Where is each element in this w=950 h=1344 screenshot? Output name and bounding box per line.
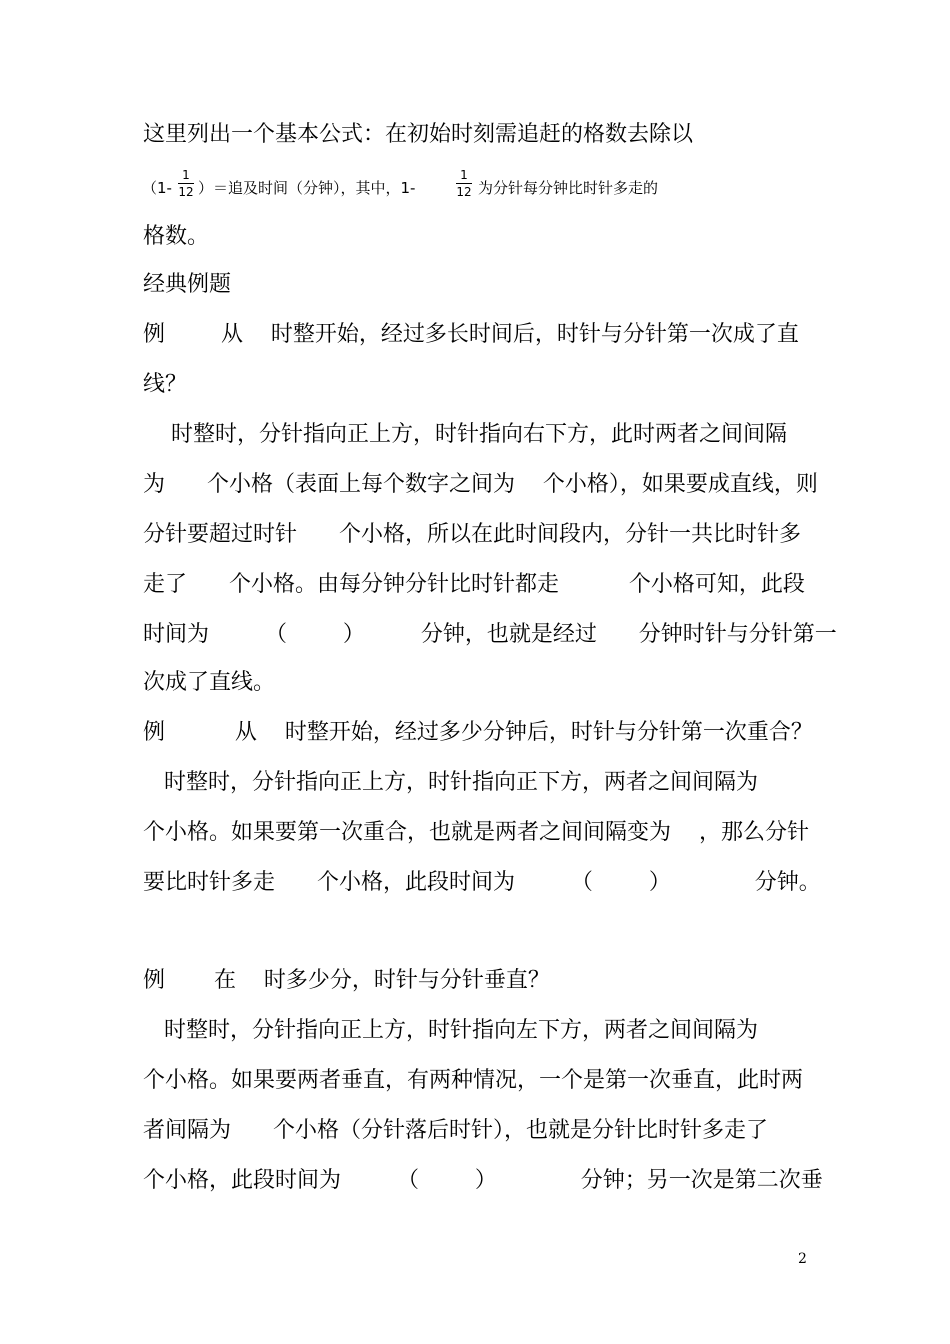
fraction — [456, 168, 472, 199]
page-number: 2 — [798, 1251, 807, 1267]
text-line: 时整时，分针指向正上方，时针指向正下方，两者之间间隔为 — [143, 770, 758, 795]
text-line: 为 个小格（表面上每个数字之间为 个小格），如果要成直线，则 — [143, 472, 818, 497]
example-line: 例 从 时整开始，经过多少分钟后，时针与分针第一次重合？ — [143, 720, 813, 745]
text-line: 格数。 — [143, 224, 210, 249]
text-line: 这里列出一个基本公式：在初始时刻需追赶的格数去除以 — [143, 122, 694, 147]
text-line: 个小格，此段时间为 （ ） 分钟；另一次是第二次垂 — [143, 1168, 823, 1193]
fraction-numerator: 1 — [182, 168, 190, 182]
text-line: 次成了直线。 — [143, 670, 276, 695]
fraction-numerator: 1 — [460, 168, 468, 182]
text-line: 个小格。如果要第一次重合，也就是两者之间间隔变为 ，那么分针 — [143, 820, 809, 845]
formula-end: 为分针每分钟比时针多走的 — [478, 179, 659, 197]
fraction — [178, 168, 194, 199]
example-line: 例 在 时多少分，时针与分针垂直？ — [143, 968, 550, 993]
text-line: 时整时，分针指向正上方，时针指向左下方，两者之间间隔为 — [143, 1018, 758, 1043]
text-line: 者间隔为 个小格（分针落后时针），也就是分针比时针多走了 — [143, 1118, 768, 1143]
fraction-bar — [456, 183, 472, 184]
example-line: 例 从 时整开始，经过多长时间后，时针与分针第一次成了直 — [143, 322, 799, 347]
fraction-denominator: 12 — [456, 185, 472, 199]
text-line: 时整时，分针指向正上方，时针指向右下方，此时两者之间间隔 — [143, 422, 787, 447]
text-line: 分针要超过时针 个小格，所以在此时间段内，分针一共比时针多 — [143, 522, 801, 547]
fraction-bar — [178, 183, 194, 184]
formula-line — [140, 166, 700, 206]
text-line: 要比时针多走 个小格，此段时间为 （ ） 分钟。 — [143, 870, 821, 895]
text-line: 时间为 （ ） 分钟，也就是经过 分钟时针与分针第一 — [143, 622, 837, 647]
text-line: 走了 个小格。由每分钟分针比时针都走 个小格可知，此段 — [143, 572, 805, 597]
section-heading: 经典例题 — [143, 272, 232, 297]
formula-open: （1- — [142, 179, 172, 197]
text-line: 个小格。如果要两者垂直，有两种情况，一个是第一次垂直，此时两 — [143, 1068, 804, 1093]
formula-middle: ）＝追及时间（分钟），其中，1- — [198, 179, 416, 197]
text-line: 线？ — [143, 372, 188, 397]
fraction-denominator: 12 — [178, 185, 194, 199]
